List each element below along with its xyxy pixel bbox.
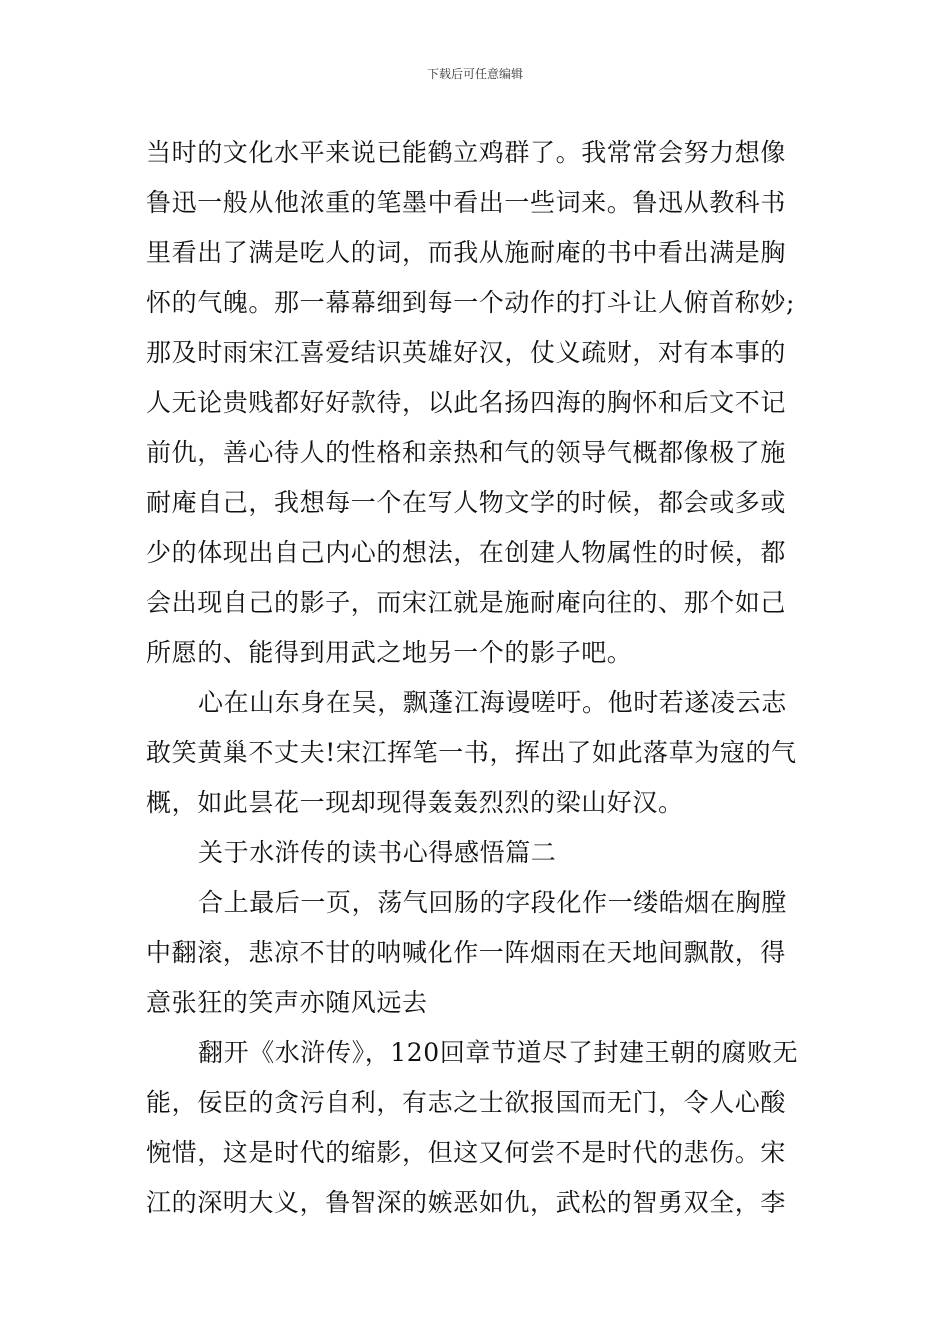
paragraph-start-line: 心在山东身在吴，飘蓬江海谩嗟吁。他时若遂凌云志	[198, 688, 787, 717]
section-heading: 关于水浒传的读书心得感悟篇二	[198, 838, 557, 867]
paragraph-start-line: 翻开《水浒传》，120回章节道尽了封建王朝的腐败无	[198, 1038, 799, 1067]
text-line: 耐庵自己，我想每一个在写人物文学的时候，都会或多或	[146, 488, 787, 517]
text-line: 那及时雨宋江喜爱结识英雄好汉，仗义疏财，对有本事的	[146, 338, 787, 367]
text-line: 惋惜，这是时代的缩影，但这又何尝不是时代的悲伤。宋	[146, 1138, 787, 1167]
text-line: 概，如此昙花一现却现得轰轰烈烈的梁山好汉。	[146, 788, 684, 817]
text-line: 所愿的、能得到用武之地另一个的影子吧。	[146, 638, 633, 667]
text-line: 少的体现出自己内心的想法，在创建人物属性的时候，都	[146, 538, 787, 567]
document-body	[146, 128, 816, 1228]
text-line: 会出现自己的影子，而宋江就是施耐庵向往的、那个如己	[146, 588, 787, 617]
text-line: 江的深明大义，鲁智深的嫉恶如仇，武松的智勇双全，李	[146, 1188, 787, 1217]
text-line: 怀的气魄。那一幕幕细到每一个动作的打斗让人俯首称妙;	[146, 288, 796, 317]
text-line: 意张狂的笑声亦随风远去	[146, 988, 428, 1017]
text-line: 里看出了满是吃人的词，而我从施耐庵的书中看出满是胸	[146, 238, 787, 267]
text-line: 人无论贵贱都好好款待，以此名扬四海的胸怀和后文不记	[146, 388, 787, 417]
page-header: 下载后可任意编辑	[426, 67, 523, 81]
text-line: 当时的文化水平来说已能鹤立鸡群了。我常常会努力想像	[146, 138, 787, 167]
text-line: 中翻滚，悲凉不甘的呐喊化作一阵烟雨在天地间飘散，得	[146, 938, 787, 967]
text-line: 前仇，善心待人的性格和亲热和气的领导气概都像极了施	[146, 438, 787, 467]
paragraph-start-line: 合上最后一页，荡气回肠的字段化作一缕皓烟在胸膛	[198, 888, 787, 917]
text-line: 敢笑黄巢不丈夫!宋江挥笔一书，挥出了如此落草为寇的气	[146, 738, 797, 767]
text-line: 能，佞臣的贪污自利，有志之士欲报国而无门，令人心酸	[146, 1088, 787, 1117]
text-line: 鲁迅一般从他浓重的笔墨中看出一些词来。鲁迅从教科书	[146, 188, 787, 217]
